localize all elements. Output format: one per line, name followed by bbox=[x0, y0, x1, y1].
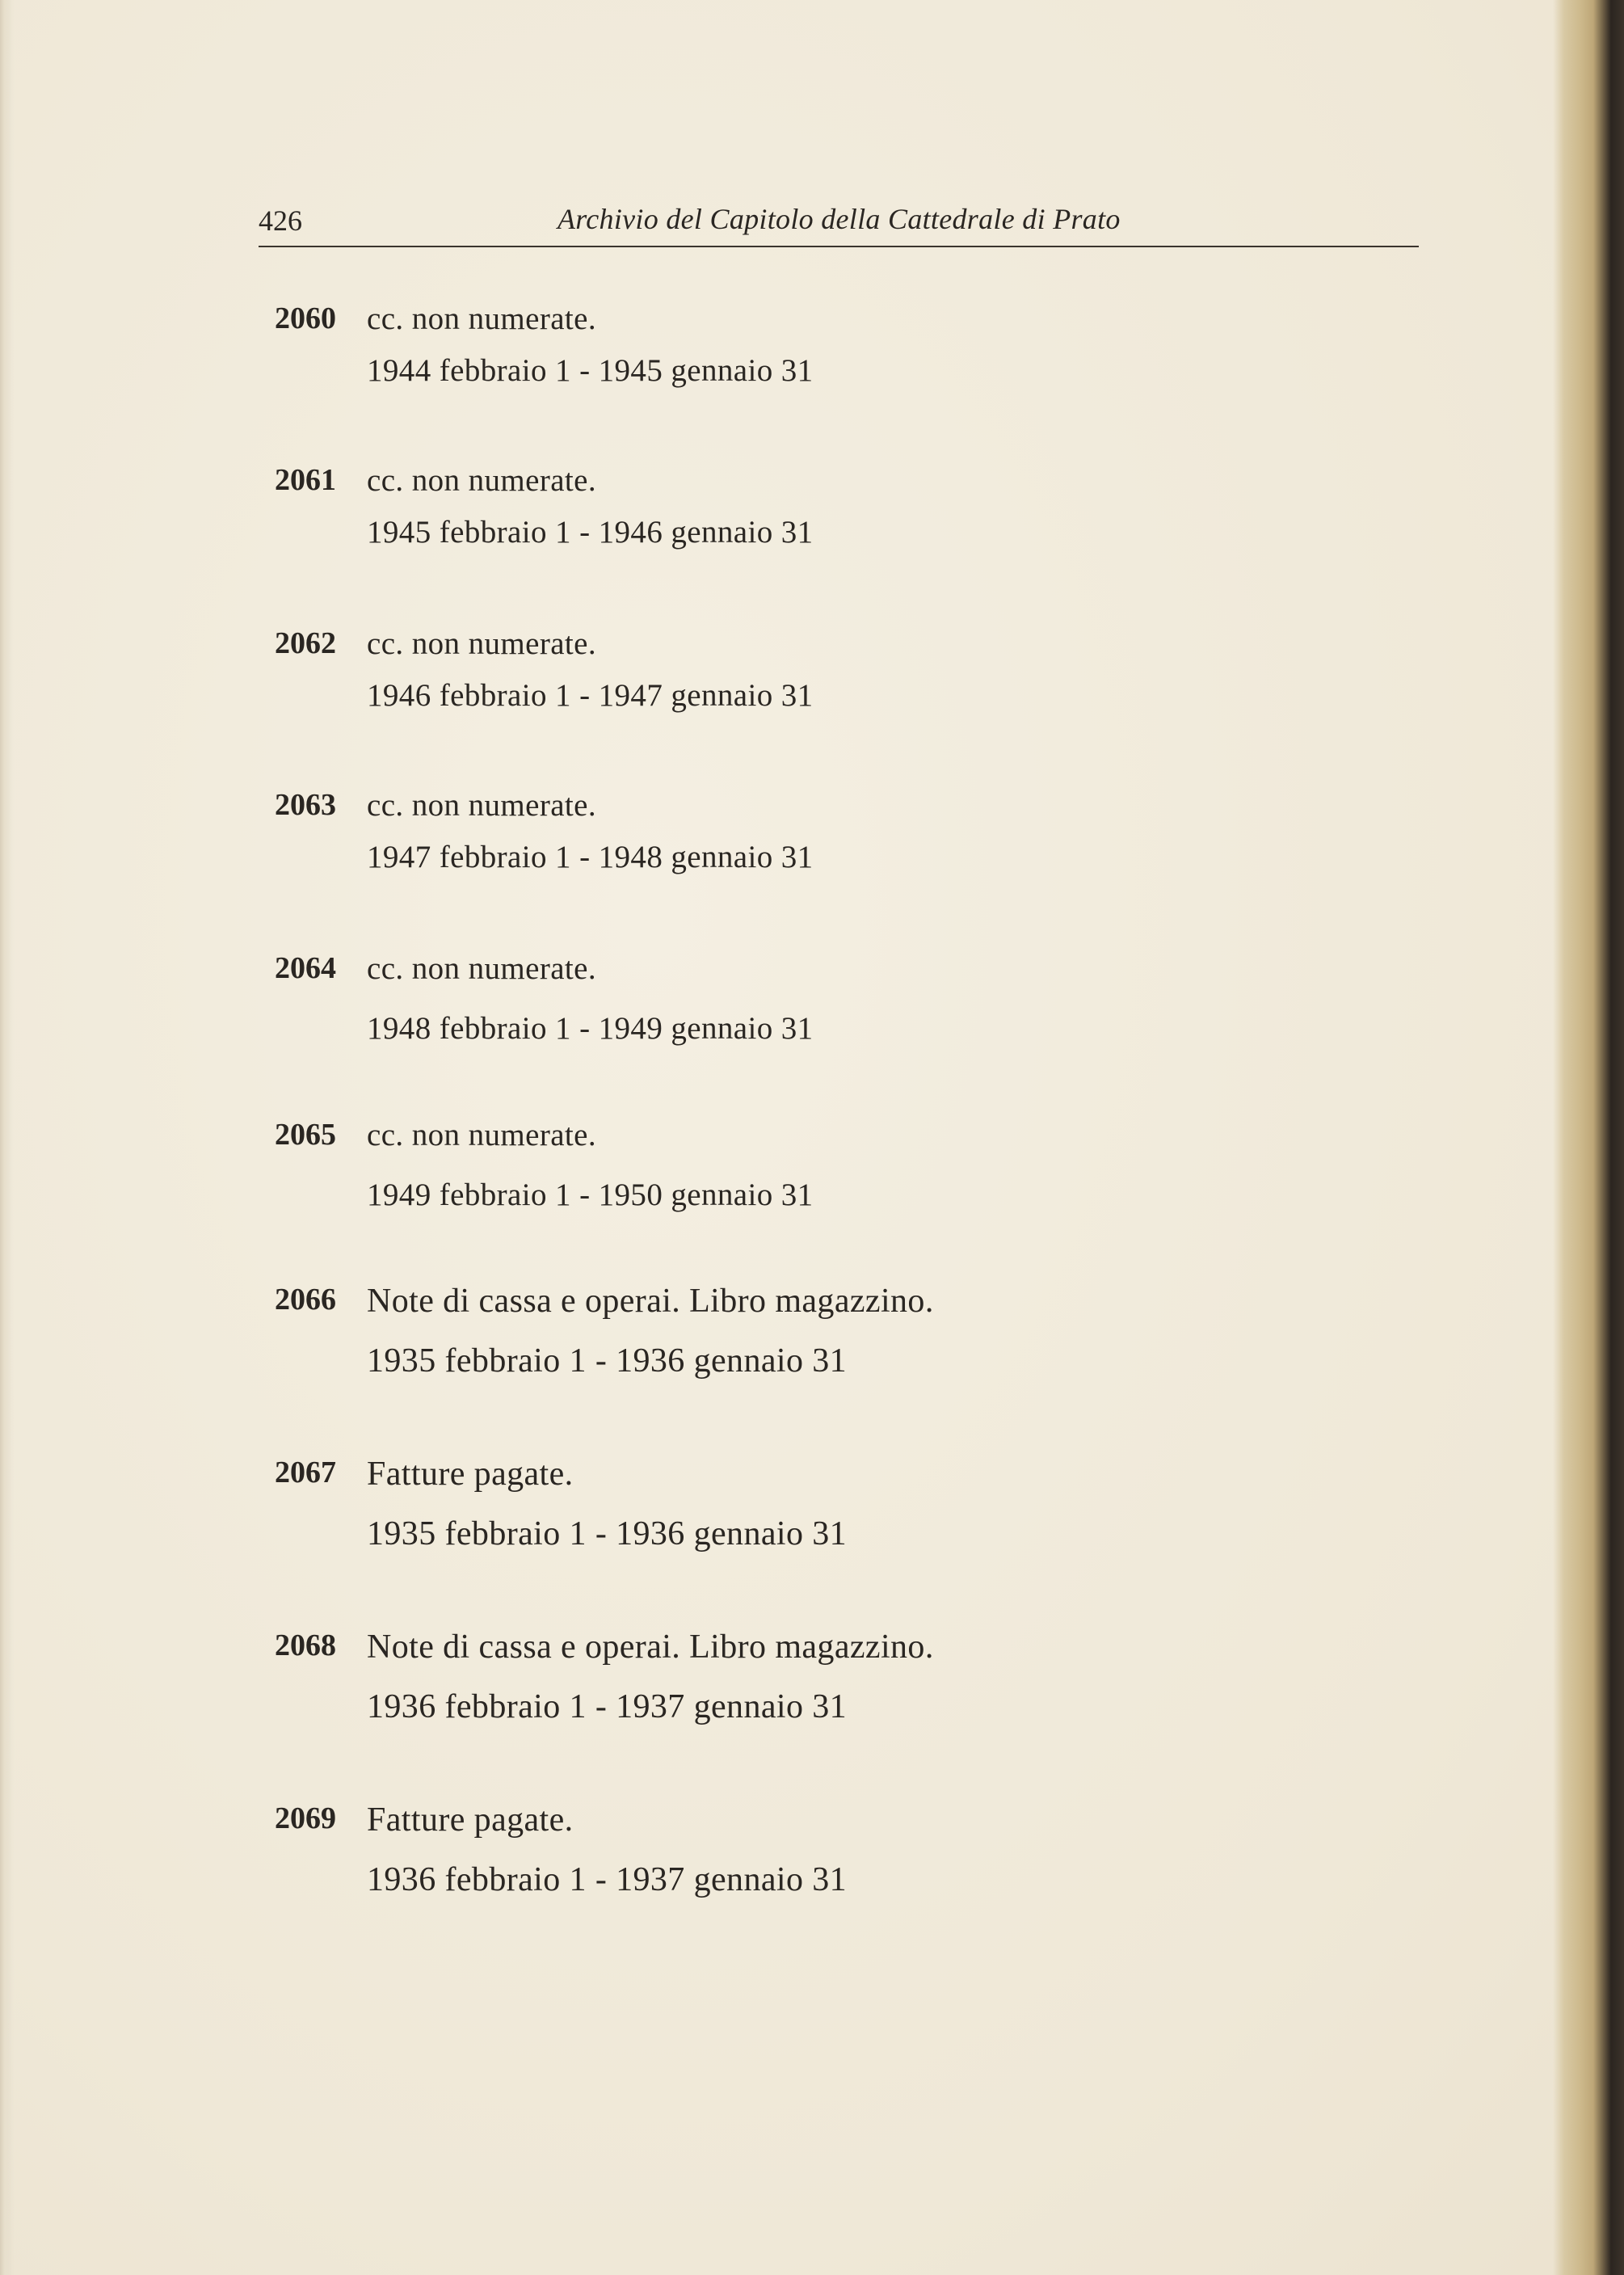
book-gutter-shadow bbox=[1553, 0, 1624, 2275]
entry-description: cc. non numerate. bbox=[367, 626, 597, 661]
page-number: 426 bbox=[259, 204, 302, 237]
entry-number: 2060 bbox=[275, 301, 336, 335]
entry-date: 1946 febbraio 1 - 1947 gennaio 31 bbox=[367, 678, 814, 713]
entry-description: cc. non numerate. bbox=[367, 788, 597, 823]
entry-number: 2066 bbox=[275, 1283, 336, 1317]
entry-date: 1947 febbraio 1 - 1948 gennaio 31 bbox=[367, 840, 814, 874]
inventory-entry-2066 bbox=[242, 1282, 1212, 1411]
inventory-entry-2061 bbox=[242, 462, 1212, 592]
inventory-entry-2060 bbox=[242, 301, 1212, 430]
inventory-entry-2069 bbox=[242, 1801, 1212, 1930]
entry-number: 2063 bbox=[275, 788, 336, 822]
entry-description: cc. non numerate. bbox=[367, 951, 597, 986]
entry-number: 2065 bbox=[275, 1118, 336, 1152]
page-left-edge bbox=[0, 0, 11, 2275]
page-header bbox=[259, 200, 1419, 247]
inventory-entry-2063 bbox=[242, 787, 1212, 916]
entry-description: Note di cassa e operai. Libro magazzino. bbox=[367, 1283, 934, 1320]
entry-description: Note di cassa e operai. Libro magazzino. bbox=[367, 1628, 934, 1666]
inventory-entry-2064 bbox=[242, 950, 1212, 1080]
inventory-entry-2068 bbox=[242, 1628, 1212, 1757]
entry-date: 1935 febbraio 1 - 1936 gennaio 31 bbox=[367, 1342, 848, 1380]
inventory-entry-2067 bbox=[242, 1455, 1212, 1584]
entry-date: 1935 febbraio 1 - 1936 gennaio 31 bbox=[367, 1515, 848, 1552]
entry-description: cc. non numerate. bbox=[367, 463, 597, 498]
entry-number: 2064 bbox=[275, 951, 336, 985]
inventory-entry-2062 bbox=[242, 626, 1212, 755]
entry-number: 2061 bbox=[275, 463, 336, 497]
entry-date: 1945 febbraio 1 - 1946 gennaio 31 bbox=[367, 515, 814, 550]
entry-date: 1944 febbraio 1 - 1945 gennaio 31 bbox=[367, 353, 814, 388]
entry-description: Fatture pagate. bbox=[367, 1456, 574, 1493]
entry-description: Fatture pagate. bbox=[367, 1801, 574, 1839]
entry-description: cc. non numerate. bbox=[367, 301, 597, 336]
entry-number: 2067 bbox=[275, 1456, 336, 1489]
entry-number: 2062 bbox=[275, 626, 336, 660]
entry-date: 1948 febbraio 1 - 1949 gennaio 31 bbox=[367, 1011, 814, 1046]
running-title: Archivio del Capitolo della Cattedrale di Prato bbox=[557, 203, 1121, 235]
entry-description: cc. non numerate. bbox=[367, 1118, 597, 1152]
entry-date: 1936 febbraio 1 - 1937 gennaio 31 bbox=[367, 1861, 848, 1898]
entry-number: 2069 bbox=[275, 1801, 336, 1835]
entry-number: 2068 bbox=[275, 1628, 336, 1662]
entry-date: 1949 febbraio 1 - 1950 gennaio 31 bbox=[367, 1178, 814, 1212]
inventory-entry-2065 bbox=[242, 1117, 1212, 1246]
entry-date: 1936 febbraio 1 - 1937 gennaio 31 bbox=[367, 1688, 848, 1725]
